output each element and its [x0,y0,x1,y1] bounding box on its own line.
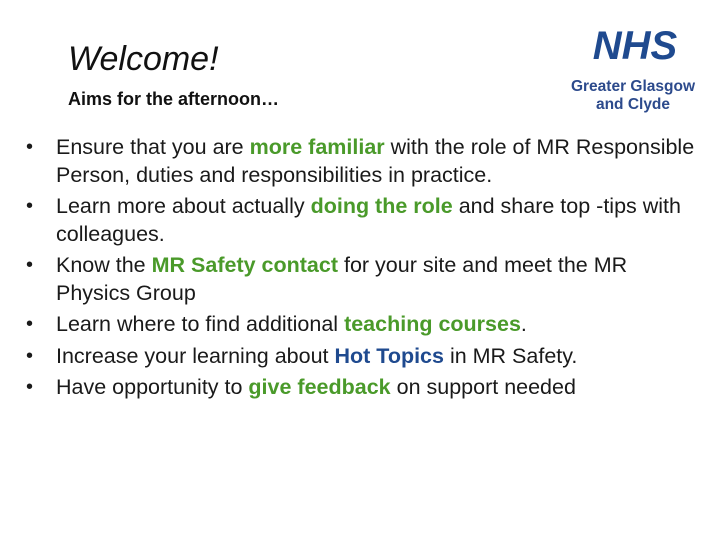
bullet-icon: • [26,376,34,398]
bullet-icon: • [26,313,34,335]
slide-title: Welcome! [68,40,219,78]
aim-item-4: • Learn where to find additional teaching courses. [26,311,706,339]
nhs-logo-mark [588,22,682,66]
nhs-logo-org-line-2: and Clyde [595,96,671,113]
slide-subtitle: Aims for the afternoon… [68,89,280,109]
nhs-logo-org-line-1: Greater Glasgow [570,78,696,95]
aim-item-5: • Increase your learning about Hot Topics in MR Safety. [26,343,706,371]
aim-highlight: MR Safety contact [151,253,338,277]
aim-highlight: teaching courses [344,312,521,336]
aim-item-3: • Know the MR Safety contact for your site and meet the MR Physics Group [26,253,628,305]
bullet-icon: • [26,344,34,367]
bullet-icon: • [26,195,34,217]
aim-item-2: • Learn more about actually doing the role and share top -tips with colleagues. [26,194,681,246]
nhs-logo-mark-text: NHS [592,24,678,66]
bullet-icon: • [26,254,34,276]
aim-highlight: Hot Topics [334,343,444,368]
aim-item-1: • Ensure that you are more familiar with the role of MR Responsible Person, duties and responsibilities in practice. [26,135,695,187]
aim-highlight: give feedback [248,375,391,399]
aim-highlight: more familiar [249,135,385,159]
nhs-logo [566,22,700,114]
bullet-icon: • [26,136,34,158]
aim-item-6: • Have opportunity to give feedback on support needed [26,374,706,402]
aims-list [26,134,706,406]
aim-highlight: doing the role [310,194,453,218]
